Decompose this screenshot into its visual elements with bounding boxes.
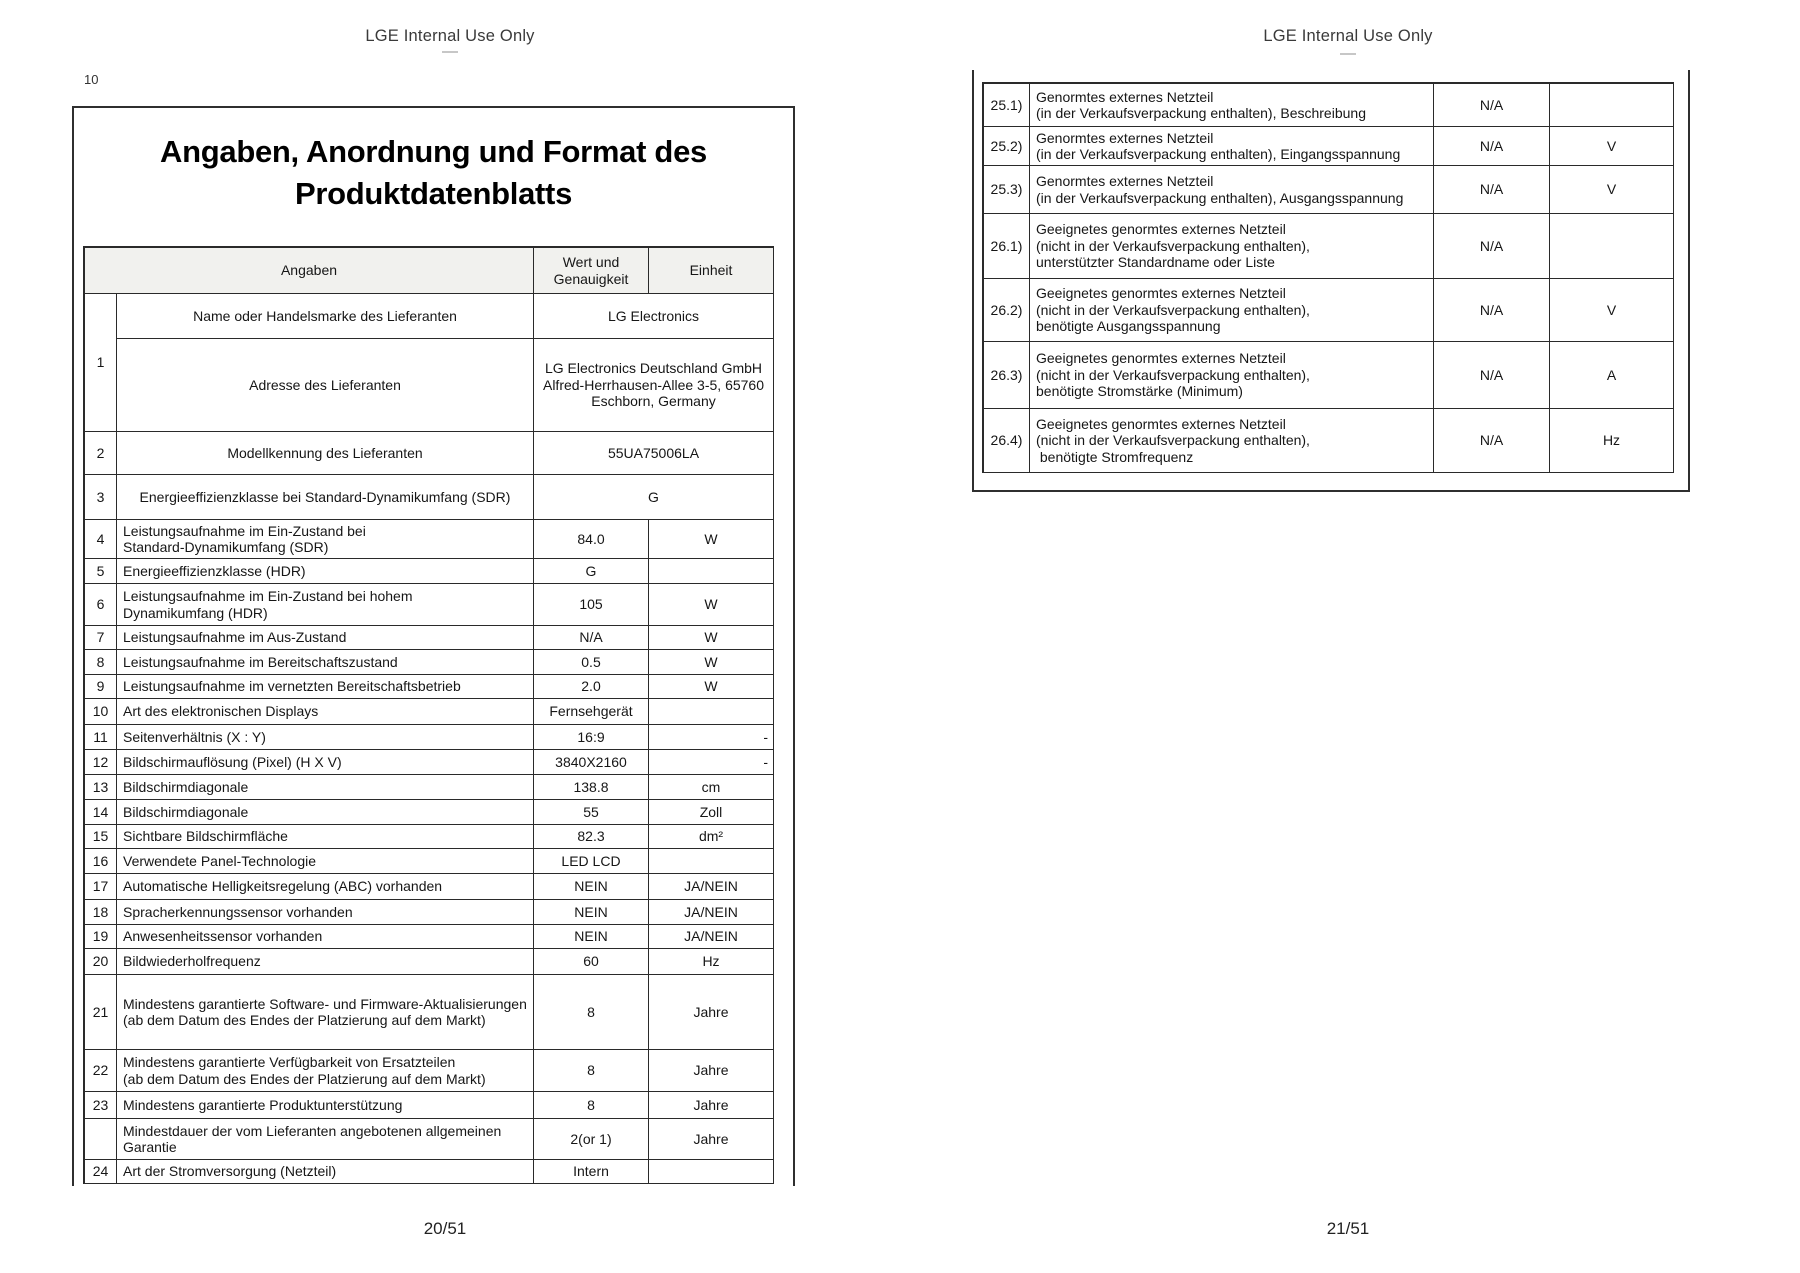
row-number: 20 — [85, 949, 117, 975]
row-number: 26.2) — [984, 279, 1030, 342]
row-number: 11 — [85, 725, 117, 750]
row-number: 25.2) — [984, 127, 1030, 166]
row-value: G — [534, 559, 649, 584]
row-number: 26.4) — [984, 409, 1030, 473]
row-unit — [1550, 84, 1674, 127]
row-unit — [649, 699, 774, 725]
row-number: 19 — [85, 925, 117, 949]
table-row — [85, 699, 774, 725]
row-value: N/A — [1434, 409, 1550, 473]
row-unit: JA/NEIN — [649, 925, 774, 949]
table-row — [85, 432, 774, 475]
row-unit: V — [1550, 166, 1674, 214]
row-label: Leistungsaufnahme im Bereitschaftszustand — [117, 650, 534, 675]
row-unit: Jahre — [649, 1092, 774, 1119]
row-value: 8 — [534, 1050, 649, 1092]
table-row — [85, 1092, 774, 1119]
table-row — [984, 214, 1674, 279]
row-number: 22 — [85, 1050, 117, 1092]
row-value: 2.0 — [534, 675, 649, 699]
row-unit: - — [649, 750, 774, 775]
table-row — [85, 584, 774, 626]
row-number: 26.1) — [984, 214, 1030, 279]
row-label: Automatische Helligkeitsregelung (ABC) vorhanden — [117, 874, 534, 900]
row-number: 21 — [85, 975, 117, 1050]
table-row — [85, 949, 774, 975]
row-value: 0.5 — [534, 650, 649, 675]
row-label: Geeignetes genormtes externes Netzteil (nicht in der Verkaufsverpackung enthalten), benötigte Stromfrequenz — [1030, 409, 1434, 473]
row-value: G — [534, 475, 774, 520]
row-number: 17 — [85, 874, 117, 900]
table-row — [85, 294, 774, 432]
row-label: Seitenverhältnis (X : Y) — [117, 725, 534, 750]
row-value: 3840X2160 — [534, 750, 649, 775]
row-number: 25.1) — [984, 84, 1030, 127]
row-unit: Jahre — [649, 1050, 774, 1092]
row-value: 16:9 — [534, 725, 649, 750]
row-number: 18 — [85, 900, 117, 925]
row-unit — [649, 849, 774, 874]
table-row — [984, 342, 1674, 409]
row-value: LG Electronics Deutschland GmbH Alfred-Herrhausen-Allee 3-5, 65760 Eschborn, Germany — [534, 339, 774, 432]
row-label: Geeignetes genormtes externes Netzteil (nicht in der Verkaufsverpackung enthalten), unterstützter Standardname oder Liste — [1030, 214, 1434, 279]
row-value: 55UA75006LA — [534, 432, 774, 475]
table-row — [984, 166, 1674, 214]
row-label: Adresse des Lieferanten — [117, 339, 534, 432]
row-number: 8 — [85, 650, 117, 675]
row-value: LG Electronics — [534, 294, 774, 339]
row-number: 6 — [85, 584, 117, 626]
table-subrow — [117, 339, 774, 432]
row-number: 26.3) — [984, 342, 1030, 409]
row-number: 13 — [85, 775, 117, 800]
column-header-wert: Wert und Genauigkeit — [534, 248, 649, 294]
table-row — [85, 825, 774, 849]
row-label: Mindestens garantierte Verfügbarkeit von Ersatzteilen (ab dem Datum des Endes der Platzierung auf dem Markt) — [117, 1050, 534, 1092]
confidentiality-header-left: LGE Internal Use Only — [365, 27, 535, 45]
row-label: Leistungsaufnahme im Ein-Zustand bei Standard-Dynamikumfang (SDR) — [117, 520, 534, 559]
confidentiality-header-right: LGE Internal Use Only — [1263, 27, 1433, 45]
table-subrow — [117, 294, 774, 339]
row-value: N/A — [534, 626, 649, 650]
row-number: 2 — [85, 432, 117, 475]
column-header-angaben: Angaben — [85, 248, 534, 294]
row-label: Bildschirmdiagonale — [117, 800, 534, 825]
table-row — [85, 1119, 774, 1160]
row-value: 2(or 1) — [534, 1119, 649, 1160]
row-number: 3 — [85, 475, 117, 520]
table-header-row — [85, 248, 774, 294]
row-unit — [1550, 214, 1674, 279]
row-unit: JA/NEIN — [649, 874, 774, 900]
row-unit: Zoll — [649, 800, 774, 825]
row-value: LED LCD — [534, 849, 649, 874]
row-value: N/A — [1434, 279, 1550, 342]
row-label: Bildwiederholfrequenz — [117, 949, 534, 975]
row-number: 1 — [85, 294, 117, 432]
row-label: Bildschirmauflösung (Pixel) (H X V) — [117, 750, 534, 775]
row-value: N/A — [1434, 166, 1550, 214]
table-row — [85, 874, 774, 900]
table-row — [85, 725, 774, 750]
row-value: 84.0 — [534, 520, 649, 559]
product-fiche-table — [83, 246, 774, 1184]
row-label: Leistungsaufnahme im Aus-Zustand — [117, 626, 534, 650]
row-number: 14 — [85, 800, 117, 825]
row-label: Genormtes externes Netzteil (in der Verkaufsverpackung enthalten), Ausgangsspannung — [1030, 166, 1434, 214]
table-row — [85, 520, 774, 559]
row-unit: JA/NEIN — [649, 900, 774, 925]
row-value: NEIN — [534, 874, 649, 900]
row-number — [85, 1119, 117, 1160]
row-number: 10 — [85, 699, 117, 725]
table-row — [85, 650, 774, 675]
row-value: 138.8 — [534, 775, 649, 800]
row-unit: Jahre — [649, 1119, 774, 1160]
row-unit: W — [649, 626, 774, 650]
table-row — [85, 675, 774, 699]
row-number: 23 — [85, 1092, 117, 1119]
row-unit: W — [649, 584, 774, 626]
row-unit: W — [649, 650, 774, 675]
row-label: Genormtes externes Netzteil (in der Verkaufsverpackung enthalten), Beschreibung — [1030, 84, 1434, 127]
row-value: NEIN — [534, 925, 649, 949]
row-label: Mindestdauer der vom Lieferanten angebotenen allgemeinen Garantie — [117, 1119, 534, 1160]
table-row — [85, 925, 774, 949]
table-row — [984, 127, 1674, 166]
row-number: 24 — [85, 1160, 117, 1184]
row-label: Genormtes externes Netzteil (in der Verkaufsverpackung enthalten), Eingangsspannung — [1030, 127, 1434, 166]
row-1-subrows — [117, 294, 774, 432]
row-value: Fernsehgerät — [534, 699, 649, 725]
row-number: 7 — [85, 626, 117, 650]
row-value: N/A — [1434, 84, 1550, 127]
row-label: Energieeffizienzklasse (HDR) — [117, 559, 534, 584]
table-row — [85, 1050, 774, 1092]
section-number: 10 — [84, 72, 99, 87]
column-header-einheit: Einheit — [649, 248, 774, 294]
row-value: N/A — [1434, 342, 1550, 409]
row-label: Anwesenheitssensor vorhanden — [117, 925, 534, 949]
table-row — [984, 84, 1674, 127]
row-label: Leistungsaufnahme im Ein-Zustand bei hohem Dynamikumfang (HDR) — [117, 584, 534, 626]
row-value: 8 — [534, 1092, 649, 1119]
row-unit: W — [649, 520, 774, 559]
table-row — [984, 279, 1674, 342]
row-value: N/A — [1434, 127, 1550, 166]
row-label: Art der Stromversorgung (Netzteil) — [117, 1160, 534, 1184]
table-row — [984, 409, 1674, 473]
row-unit: W — [649, 675, 774, 699]
row-value: 105 — [534, 584, 649, 626]
row-number: 25.3) — [984, 166, 1030, 214]
row-label: Verwendete Panel-Technologie — [117, 849, 534, 874]
table-row — [85, 559, 774, 584]
row-value: 82.3 — [534, 825, 649, 849]
row-number: 12 — [85, 750, 117, 775]
row-value: 55 — [534, 800, 649, 825]
row-value: 8 — [534, 975, 649, 1050]
row-label: Leistungsaufnahme im vernetzten Bereitschaftsbetrieb — [117, 675, 534, 699]
row-label: Geeignetes genormtes externes Netzteil (nicht in der Verkaufsverpackung enthalten), benötigte Stromstärke (Minimum) — [1030, 342, 1434, 409]
row-value: 60 — [534, 949, 649, 975]
row-label: Sichtbare Bildschirmfläche — [117, 825, 534, 849]
table-row — [85, 750, 774, 775]
table-row — [85, 475, 774, 520]
row-unit: A — [1550, 342, 1674, 409]
row-number: 4 — [85, 520, 117, 559]
table-row — [85, 626, 774, 650]
product-fiche-table-continued — [982, 82, 1674, 473]
page-number-left: 20/51 — [423, 1219, 467, 1238]
row-label: Bildschirmdiagonale — [117, 775, 534, 800]
page-number-right: 21/51 — [1326, 1219, 1370, 1238]
row-label: Mindestens garantierte Produktunterstützung — [117, 1092, 534, 1119]
table-row — [85, 800, 774, 825]
row-unit — [649, 559, 774, 584]
row-unit: dm² — [649, 825, 774, 849]
table-row — [85, 900, 774, 925]
row-unit: Jahre — [649, 975, 774, 1050]
row-label: Mindestens garantierte Software- und Firmware-Aktualisierungen (ab dem Datum des Endes der Platzierung auf dem Markt) — [117, 975, 534, 1050]
row-unit: Hz — [1550, 409, 1674, 473]
header-underline-mark-right — [1340, 53, 1356, 55]
row-value: NEIN — [534, 900, 649, 925]
row-number: 15 — [85, 825, 117, 849]
table-row — [85, 849, 774, 874]
row-value: Intern — [534, 1160, 649, 1184]
row-label: Spracherkennungssensor vorhanden — [117, 900, 534, 925]
row-unit: Hz — [649, 949, 774, 975]
row-unit: V — [1550, 127, 1674, 166]
row-unit: cm — [649, 775, 774, 800]
row-unit: - — [649, 725, 774, 750]
table-row — [85, 975, 774, 1050]
table-row — [85, 775, 774, 800]
row-label: Modellkennung des Lieferanten — [117, 432, 534, 475]
page-title: Angaben, Anordnung und Format des Produktdatenblatts — [160, 134, 707, 211]
table-row — [85, 1160, 774, 1184]
row-unit — [649, 1160, 774, 1184]
header-underline-mark-left — [442, 51, 458, 53]
row-number: 5 — [85, 559, 117, 584]
row-number: 16 — [85, 849, 117, 874]
row-label: Art des elektronischen Displays — [117, 699, 534, 725]
row-value: N/A — [1434, 214, 1550, 279]
row-unit: V — [1550, 279, 1674, 342]
row-number: 9 — [85, 675, 117, 699]
row-label: Geeignetes genormtes externes Netzteil (nicht in der Verkaufsverpackung enthalten), benötigte Ausgangsspannung — [1030, 279, 1434, 342]
row-label: Name oder Handelsmarke des Lieferanten — [117, 294, 534, 339]
row-label: Energieeffizienzklasse bei Standard-Dynamikumfang (SDR) — [117, 475, 534, 520]
